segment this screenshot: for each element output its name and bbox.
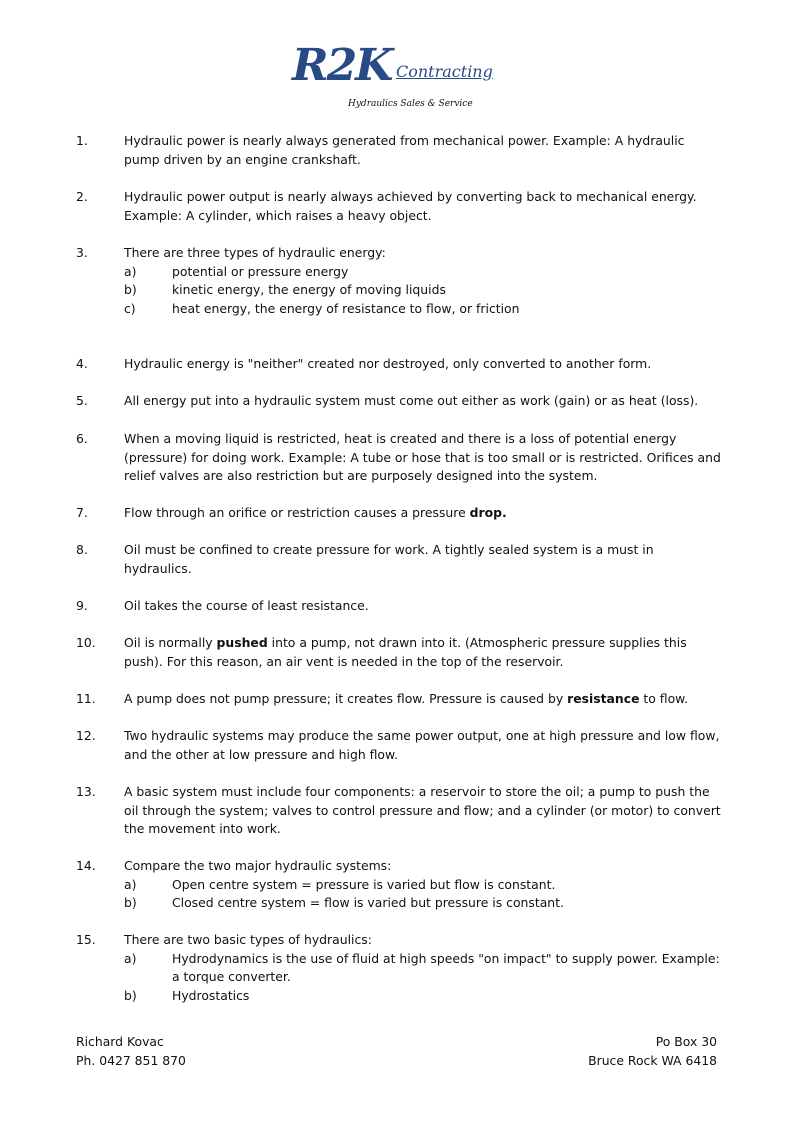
- item-text: A pump does not pump pressure; it creates flow. Pressure is caused by: [124, 691, 568, 706]
- sub-item: [124, 300, 724, 319]
- sub-label: a): [124, 876, 137, 892]
- item-text: Hydraulic power is nearly always generated from mechanical power. Example: A hydraulic pump driven by an engine crankshaft.: [124, 133, 685, 167]
- item-text: There are two basic types of hydraulics:: [124, 932, 372, 947]
- item-text: Compare the two major hydraulic systems:: [124, 858, 392, 873]
- footer-right: [588, 1033, 717, 1070]
- item-bold-text: drop.: [469, 505, 507, 520]
- item-number: 12.: [76, 728, 96, 743]
- sub-label: b): [124, 895, 137, 910]
- footer-name: Richard Kovac: [76, 1034, 164, 1049]
- item-text: Oil must be confined to create pressure for work. A tightly sealed system is a must in hydraulics.: [124, 542, 654, 576]
- item-text: into a pump, not drawn into it. (Atmospheric pressure supplies this push). For this reason, an air vent is needed in the top of the reservoir.: [124, 635, 687, 669]
- sub-text: heat energy, the energy of resistance to flow, or friction: [172, 300, 520, 316]
- item-text: Oil is normally: [124, 635, 217, 650]
- item-text: Hydraulic energy is "neither" created nor destroyed, only converted to another form.: [124, 356, 652, 371]
- company-logo: [290, 40, 510, 116]
- footer-left: [76, 1033, 186, 1070]
- item-number: 3.: [76, 245, 88, 260]
- item-text: Oil takes the course of least resistance.: [124, 598, 369, 613]
- sub-label: a): [124, 950, 137, 966]
- sub-text: potential or pressure energy: [172, 263, 349, 279]
- sub-text: Hydrostatics: [172, 987, 250, 1003]
- sub-item: [124, 950, 724, 987]
- item-number: 1.: [76, 133, 88, 148]
- sub-label: b): [124, 987, 137, 1003]
- footer-phone: Ph. 0427 851 870: [76, 1052, 186, 1068]
- sub-label: c): [124, 300, 136, 316]
- item-number: 7.: [76, 505, 88, 520]
- item-number: 13.: [76, 784, 96, 799]
- item-number: 2.: [76, 189, 88, 204]
- footer-po-box: Po Box 30: [655, 1034, 717, 1049]
- item-number: 5.: [76, 393, 88, 408]
- logo-tagline: Hydraulics Sales & Service: [348, 99, 473, 109]
- item-bold-text: resistance: [567, 691, 640, 706]
- sub-item: [124, 281, 724, 300]
- item-text: Two hydraulic systems may produce the same power output, one at high pressure and low flow, and the other at low pressure and high flow.: [124, 728, 720, 762]
- item-bold-text: pushed: [216, 635, 268, 650]
- item-text: to flow.: [639, 691, 689, 706]
- sub-text: Open centre system = pressure is varied but flow is constant.: [172, 876, 556, 892]
- sub-item: [124, 894, 724, 913]
- sub-text: Closed centre system = flow is varied but pressure is constant.: [172, 895, 564, 910]
- item-number: 15.: [76, 932, 96, 947]
- sub-item: [124, 876, 724, 895]
- item-number: 14.: [76, 858, 96, 873]
- item-number: 6.: [76, 431, 88, 446]
- item-text: Hydraulic power output is nearly always achieved by converting back to mechanical energy. Example: A cylinder, which raises a heavy object.: [124, 189, 697, 223]
- logo-main-text: R2K: [292, 40, 392, 91]
- sub-label: a): [124, 263, 137, 279]
- logo-sub-text: Contracting: [396, 62, 493, 81]
- item-text: A basic system must include four components: a reservoir to store the oil; a pump to push the oil through the system; valves to control pressure and flow; and a cylinder (or motor) to convert the movement into work.: [124, 784, 721, 836]
- footer-address: Bruce Rock WA 6418: [588, 1052, 717, 1068]
- item-number: 11.: [76, 691, 96, 706]
- item-number: 9.: [76, 598, 88, 613]
- item-text: When a moving liquid is restricted, heat is created and there is a loss of potential energy (pressure) for doing work. Example: A tube or hose that is too small or is restricted. Orifices and relief valves are also restriction but are purposely designed into the system.: [124, 431, 721, 483]
- item-text: All energy put into a hydraulic system must come out either as work (gain) or as heat (loss).: [124, 393, 699, 408]
- item-text: There are three types of hydraulic energy:: [124, 245, 386, 260]
- sub-text: Hydrodynamics is the use of fluid at high speeds "on impact" to supply power. Example: a torque converter.: [172, 950, 720, 984]
- sub-item: [124, 263, 724, 282]
- item-number: 10.: [76, 635, 96, 650]
- item-number: 4.: [76, 356, 88, 371]
- item-text: Flow through an orifice or restriction causes a pressure: [124, 505, 470, 520]
- sub-text: kinetic energy, the energy of moving liquids: [172, 282, 446, 297]
- sub-item: [124, 987, 724, 1006]
- item-number: 8.: [76, 542, 88, 557]
- sub-label: b): [124, 282, 137, 297]
